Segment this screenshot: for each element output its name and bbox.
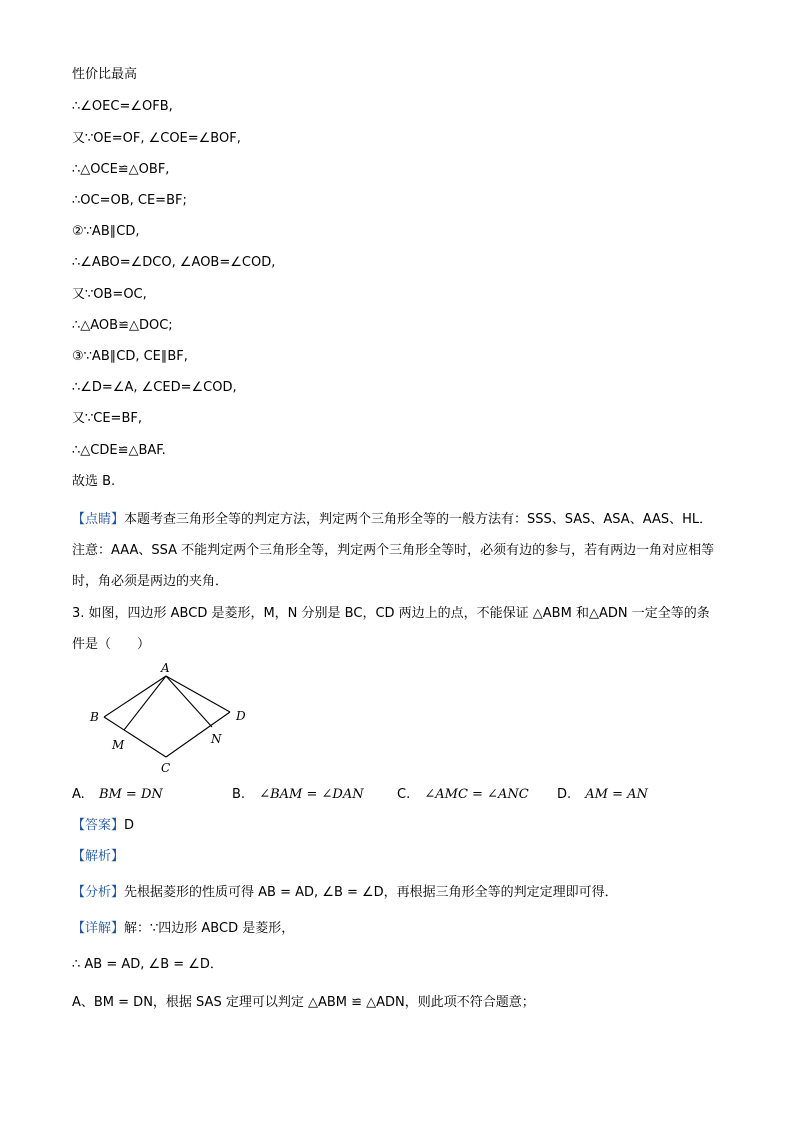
comment-paragraph xyxy=(72,504,722,597)
vertex-label-b: B xyxy=(90,710,99,724)
math-line: ②∵AB∥CD, xyxy=(72,224,140,239)
option-b-label: B. xyxy=(232,787,246,802)
detail-line xyxy=(72,920,294,938)
option-c-text: ∠AMC = ∠ANC xyxy=(424,787,529,802)
option-d[interactable] xyxy=(557,786,648,804)
math-line: ∴△AOB≌△DOC; xyxy=(72,318,173,333)
point-label-n: N xyxy=(211,732,222,746)
answer-value: D xyxy=(124,818,135,833)
math-line: ∴∠OEC=∠OFB, xyxy=(72,99,173,114)
comment-tag: 【点睛】 xyxy=(72,512,125,527)
option-c-label: C. xyxy=(397,787,411,802)
vertex-label-c: C xyxy=(161,761,171,775)
math-line: ∴△CDE≌△BAF. xyxy=(72,443,166,458)
point-label-m: M xyxy=(112,738,125,752)
analysis-line xyxy=(72,848,124,866)
detail-tag: 【详解】 xyxy=(72,921,125,936)
question-text: 3. 如图，四边形 ABCD 是菱形，M，N 分别是 BC，CD 两边上的点，不能保证 △ABM 和△ADN 一定全等的条件是（ ） xyxy=(72,606,710,652)
option-d-text: AM = AN xyxy=(585,787,648,802)
fenxi-line xyxy=(72,884,618,902)
option-a[interactable] xyxy=(72,786,163,804)
option-c[interactable] xyxy=(397,786,529,804)
option-a-label: A. xyxy=(72,787,85,802)
math-line: 又∵OE=OF, ∠COE=∠BOF, xyxy=(72,131,241,146)
math-line: 又∵OB=OC, xyxy=(72,287,147,302)
answer-choice-line: 故选 B. xyxy=(72,474,116,489)
math-line: ∴OC=OB, CE=BF; xyxy=(72,193,187,208)
option-a-analysis-line: A、BM = DN，根据 SAS 定理可以判定 △ABM ≌ △ADN，则此项不符合题意； xyxy=(72,995,535,1010)
detail-text: 解：∵四边形 ABCD 是菱形， xyxy=(124,921,295,936)
answer-line xyxy=(72,817,134,835)
math-line: ∴∠D=∠A, ∠CED=∠COD, xyxy=(72,380,237,395)
answer-tag: 【答案】 xyxy=(72,818,125,833)
rhombus-figure xyxy=(80,660,270,780)
option-d-label: D. xyxy=(557,787,572,802)
comment-text: 本题考查三角形全等的判定方法，判定两个三角形全等的一般方法有：SSS、SAS、ASA、AAS、HL．注意：AAA、SSA 不能判定两个三角形全等，判定两个三角形全等时，必须有边的参与，若有两边一角对应相等时，角必须是两边的夹角． xyxy=(72,512,715,589)
vertex-label-d: D xyxy=(236,709,246,723)
option-b[interactable] xyxy=(232,786,364,804)
text-line: 性价比最高 xyxy=(72,67,138,82)
math-line: ③∵AB∥CD, CE∥BF, xyxy=(72,349,188,364)
fenxi-tag: 【分析】 xyxy=(72,885,125,900)
vertex-label-a: A xyxy=(161,661,170,675)
conclusion-line: ∴ AB = AD, ∠B = ∠D． xyxy=(72,957,223,972)
option-a-text: BM = DN xyxy=(98,787,163,802)
fenxi-text: 先根据菱形的性质可得 AB = AD, ∠B = ∠D，再根据三角形全等的判定定理即可得． xyxy=(124,885,618,900)
math-line: 又∵CE=BF, xyxy=(72,411,142,426)
option-b-text: ∠BAM = ∠DAN xyxy=(259,787,364,802)
analysis-tag: 【解析】 xyxy=(72,849,125,864)
math-line: ∴∠ABO=∠DCO, ∠AOB=∠COD, xyxy=(72,255,276,270)
math-line: ∴△OCE≌△OBF, xyxy=(72,162,170,177)
